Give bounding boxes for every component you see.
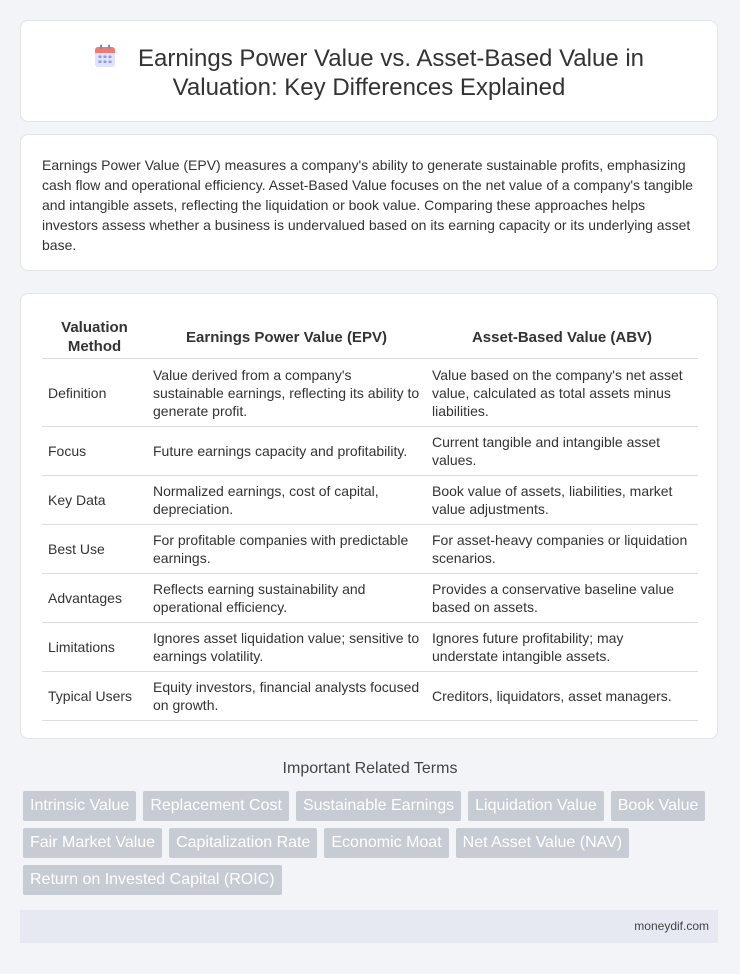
table-row [42, 476, 698, 525]
abv-cell: Creditors, liquidators, asset managers. [426, 672, 698, 721]
related-terms-list [23, 791, 723, 895]
epv-cell: Future earnings capacity and profitability. [147, 427, 426, 476]
calendar-icon [94, 44, 116, 68]
table-row [42, 672, 698, 721]
page-title [21, 44, 717, 102]
intro-card [20, 134, 718, 271]
related-term-tag[interactable]: Fair Market Value [23, 828, 162, 858]
epv-cell: Normalized earnings, cost of capital, depreciation. [147, 476, 426, 525]
related-terms-title: Important Related Terms [282, 760, 458, 777]
title-card [20, 20, 718, 122]
related-term-tag[interactable]: Liquidation Value [468, 791, 604, 821]
table-row [42, 574, 698, 623]
comparison-table [42, 316, 698, 721]
related-term-tag[interactable]: Sustainable Earnings [296, 791, 461, 821]
related-term-tag[interactable]: Intrinsic Value [23, 791, 136, 821]
row-label: Best Use [42, 525, 147, 574]
abv-cell: Provides a conservative baseline value based on assets. [426, 574, 698, 623]
related-term-tag[interactable]: Capitalization Rate [169, 828, 317, 858]
row-label: Advantages [42, 574, 147, 623]
table-row [42, 359, 698, 427]
header-abv: Asset-Based Value (ABV) [426, 316, 698, 359]
row-label: Limitations [42, 623, 147, 672]
epv-cell: Ignores asset liquidation value; sensitive to earnings volatility. [147, 623, 426, 672]
footer-site[interactable]: moneydif.com [634, 919, 709, 933]
table-row [42, 427, 698, 476]
epv-cell: Equity investors, financial analysts focused on growth. [147, 672, 426, 721]
table-row [42, 623, 698, 672]
table-header-row [42, 316, 698, 359]
abv-cell: For asset-heavy companies or liquidation scenarios. [426, 525, 698, 574]
abv-cell: Book value of assets, liabilities, market value adjustments. [426, 476, 698, 525]
related-term-tag[interactable]: Replacement Cost [143, 791, 289, 821]
epv-cell: Reflects earning sustainability and operational efficiency. [147, 574, 426, 623]
related-term-tag[interactable]: Return on Invested Capital (ROIC) [23, 865, 282, 895]
footer [20, 910, 718, 943]
comparison-card [20, 293, 718, 739]
table-row [42, 525, 698, 574]
header-epv: Earnings Power Value (EPV) [147, 316, 426, 359]
row-label: Focus [42, 427, 147, 476]
abv-cell: Current tangible and intangible asset values. [426, 427, 698, 476]
intro-paragraph: Earnings Power Value (EPV) measures a company's ability to generate sustainable profits, emphasizing cash flow and operational efficiency. Asset-Based Value focuses on the net value of a company's tangible and intangible assets, reflecting the liquidation or book value. Comparing these approaches helps investors assess whether a business is undervalued based on its earning capacity or its underlying asset base. [42, 157, 693, 253]
epv-cell: Value derived from a company's sustainable earnings, reflecting its ability to generate profit. [147, 359, 426, 427]
related-term-tag[interactable]: Net Asset Value (NAV) [456, 828, 629, 858]
related-term-tag[interactable]: Book Value [611, 791, 706, 821]
title-line-1: Earnings Power Value vs. Asset-Based Value in [137, 45, 645, 72]
title-line-2: Valuation: Key Differences Explained [172, 74, 566, 101]
row-label: Typical Users [42, 672, 147, 721]
abv-cell: Value based on the company's net asset value, calculated as total assets minus liabilities. [426, 359, 698, 427]
abv-cell: Ignores future profitability; may understate intangible assets. [426, 623, 698, 672]
row-label: Definition [42, 359, 147, 427]
epv-cell: For profitable companies with predictable earnings. [147, 525, 426, 574]
related-term-tag[interactable]: Economic Moat [324, 828, 448, 858]
row-label: Key Data [42, 476, 147, 525]
header-valuation-method: Valuation Method [42, 316, 147, 359]
